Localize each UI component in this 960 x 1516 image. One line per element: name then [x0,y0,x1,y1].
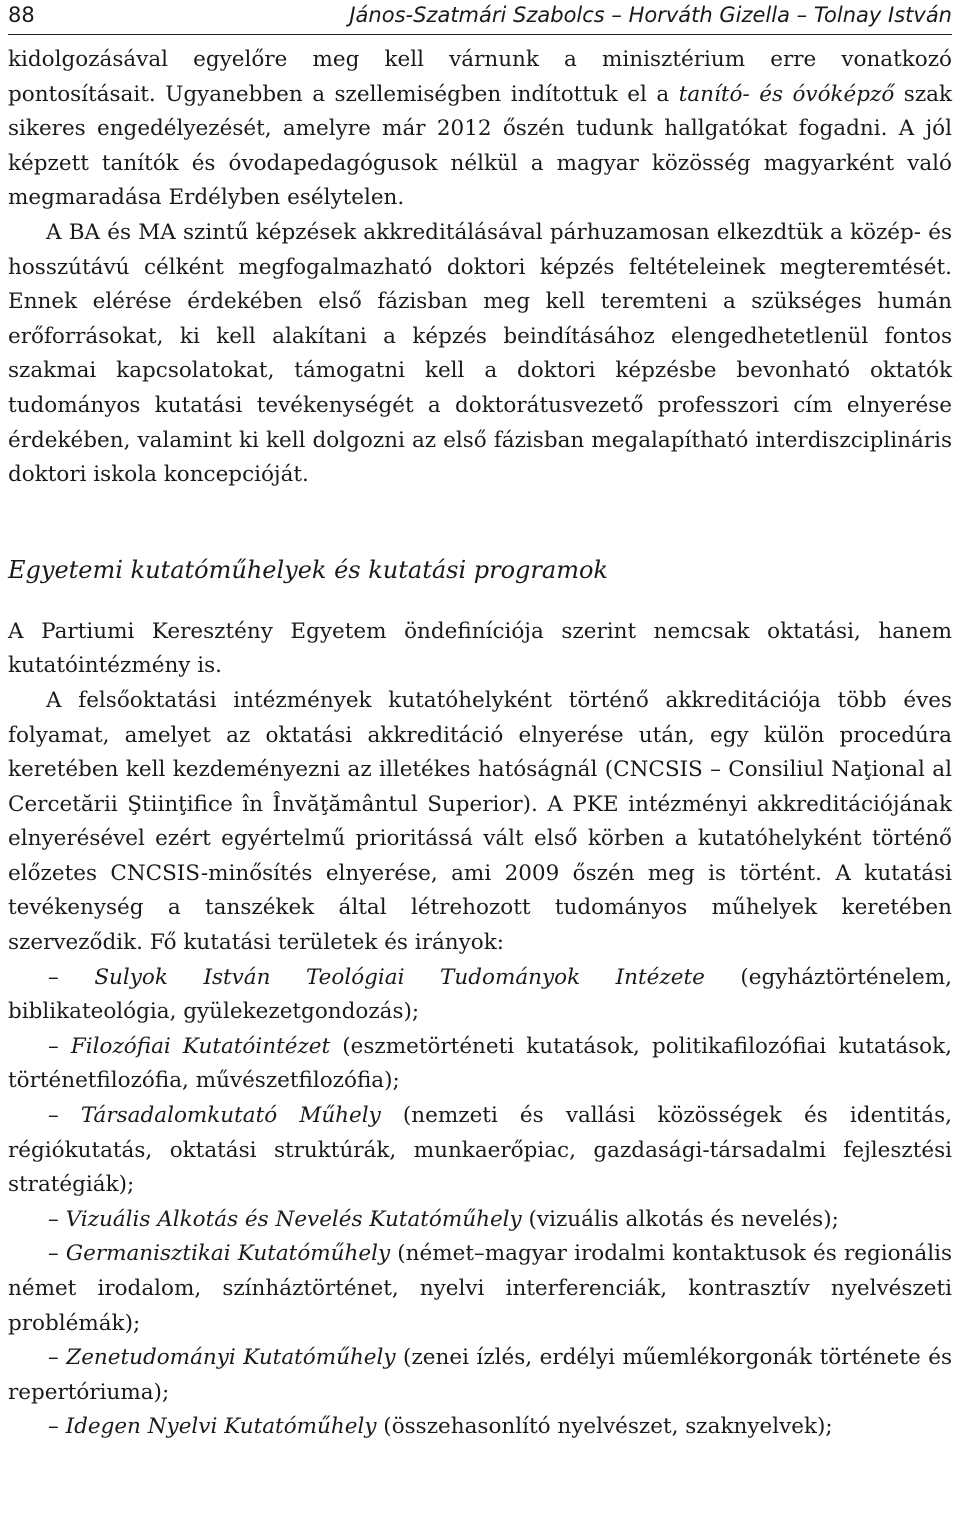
document-page [8,0,952,1445]
paragraph-1 [8,43,952,216]
list-item-desc: (összehasonlító nyelvészet, szaknyelvek); [376,1414,833,1440]
list-dash: – [48,1345,67,1371]
paragraph-1-text-b: szak sikeres engedélyezését, amelyre már 2012 őszén tudunk hallgatókat fogadni. A jól képzett tanítók és óvodapedagógusok nélkül a magyar közösség magyarként való megmaradása Erdélyben esélytelen. [8,81,953,211]
list-item-desc: (német–magyar irodalmi kontaktusok és regionális német irodalom, színháztörténet, nyelvi interferenciák, kontrasztív nyelvészeti problémák); [8,1241,953,1336]
paragraph-4: A felsőoktatási intézmények kutatóhelyként történő akkreditációja több éves folyamat, amelyet az oktatási akkreditáció elnyerése után, egy külön procedúra keretében kell kezdeményezni az illetékes hatóságnál (CNCSIS – Consiliul Naţional al Cercetării Ştiinţifice în Învăţământul Superior). A PKE intézményi akkreditációjának elnyerésével ezért egyértelmű prioritássá vált első körben a kutatóhelyként történő előzetes CNCSIS-minősítés elnyerése, ami 2009 őszén meg is történt. A kutatási tevékenység a tanszékek által létrehozott tudományos műhelyek keretében szerveződik. Fő kutatási területek és irányok: [8,687,952,956]
list-item [8,1203,952,1238]
list-dash: – [48,1206,66,1232]
list-dash: – [48,1414,66,1440]
paragraph-1-text-a: kidolgozásával egyelőre meg kell várnunk a minisztérium erre vonatkozó pontosításait. Ugyanebben a szellemiségben indítottuk el a [8,47,952,107]
list-dash: – [48,1103,81,1129]
list-dash: – [48,1241,66,1267]
list-item [8,1341,952,1410]
list-item-name: Sulyok István Teológiai Tudományok Intézete [94,964,705,990]
list-item-name: Germanisztikai Kutatóműhely [65,1241,391,1267]
list-item-desc: (egyháztörténelem, biblikateológia, gyülekezetgondozás); [8,964,953,1025]
paragraph-3: A Partiumi Keresztény Egyetem öndefiníciója szerint nemcsak oktatási, hanem kutatóintézmény is. [8,618,952,679]
list-item-desc: (zenei ízlés, erdélyi műemlékorgonák története és repertóriuma); [8,1345,952,1405]
list-dash: – [48,1033,71,1059]
paragraph-1-emphasis: tanító- és óvóképző [678,81,895,107]
list-item-name: Zenetudományi Kutatóműhely [66,1345,396,1371]
page-number: 88 [8,3,35,27]
research-units-list [8,961,952,1445]
list-item-desc: (nemzeti és vallási közösségek és identitás, régiókutatás, oktatási struktúrák, munkaerőpiac, gazdasági-társadalmi fejlesztési stratégiák); [8,1103,952,1198]
list-item-name: Vizuális Alkotás és Nevelés Kutatóműhely [65,1206,522,1232]
list-item [8,1030,952,1099]
section-heading: Egyetemi kutatóműhelyek és kutatási programok [8,555,608,584]
header-authors: János-Szatmári Szabolcs – Horváth Gizella – Tolnay István [349,3,952,27]
list-item-name: Társadalomkutató Műhely [80,1103,381,1129]
body-text [8,43,952,1445]
list-item-desc: (eszmetörténeti kutatások, politikafilozófiai kutatások, történetfilozófia, művészetfilozófia); [8,1033,952,1094]
list-dash: – [48,964,95,990]
list-item [8,1410,952,1445]
list-item [8,1237,952,1341]
running-header [8,0,952,35]
list-item-desc: (vizuális alkotás és nevelés); [521,1206,839,1232]
list-item-name: Filozófiai Kutatóintézet [70,1033,331,1059]
paragraph-2: A BA és MA szintű képzések akkreditálásával párhuzamosan elkezdtük a közép- és hosszútávú célként megfogalmazható doktori képzés feltételeinek megteremtését. Ennek elérése érdekében első fázisban meg kell teremteni a szükséges humán erőforrásokat, ki kell alakítani a képzés beindításához elengedhetetlenül fontos szakmai kapcsolatokat, támogatni kell a doktori képzésbe bevonható oktatók tudományos kutatási tevékenységét a doktorátusvezető professzori cím elnyerése érdekében, valamint ki kell dolgozni az első fázisban megalapítható interdiszciplináris doktori iskola koncepcióját. [8,219,952,488]
list-item [8,961,952,1030]
list-item [8,1099,952,1203]
list-item-name: Idegen Nyelvi Kutatóműhely [65,1414,377,1440]
